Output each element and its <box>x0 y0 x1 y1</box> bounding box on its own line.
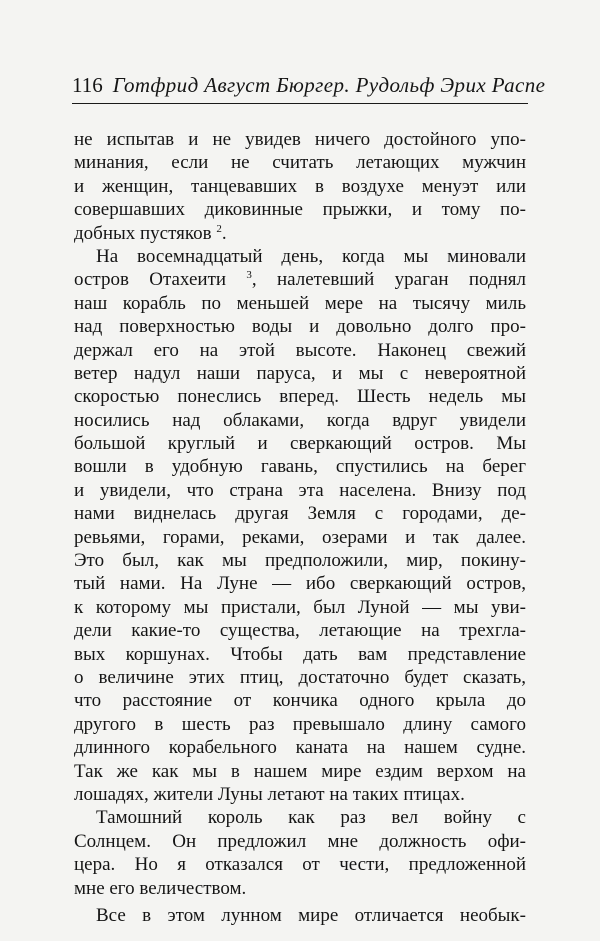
text-line: о величине этих птиц, достаточно будет сказать, <box>74 666 526 688</box>
text-line: мне его величеством. <box>74 877 247 899</box>
text-fragment: остров Отахеити <box>74 269 227 291</box>
running-head-title: Готфрид Август Бюргер. Рудольф Эрих Распе <box>112 73 546 97</box>
text-line: На восемнадцатый день, когда мы миновали <box>96 245 526 267</box>
text-fragment: добных пустяков <box>74 222 212 244</box>
page-number: 116 <box>72 73 103 97</box>
text-line: ветер надул наши паруса, и мы с невероятной <box>74 362 526 384</box>
text-line: Все в этом лунном мире отличается необык- <box>96 904 526 926</box>
text-line: ревьями, горами, реками, озерами и так далее. <box>74 526 526 548</box>
text-line: над поверхностью воды и довольно долго про- <box>74 316 526 338</box>
text-line: скоростью понеслись вперед. Шесть недель мы <box>74 386 526 408</box>
text-line <box>74 222 526 245</box>
text-line: не испытав и не увидев ничего достойного упо- <box>74 129 526 150</box>
text-line: вых коршунах. Чтобы дать вам представление <box>74 643 526 665</box>
text-line: другого в шесть раз превышало длину самого <box>74 713 526 735</box>
text-fragment: . <box>221 222 227 244</box>
text-line: держал его на этой высоте. Наконец свежий <box>74 339 526 361</box>
running-head <box>72 70 546 104</box>
paragraph <box>74 806 526 900</box>
text-line: Так же как мы в нашем мире ездим верхом на <box>74 760 526 782</box>
text-line: нами виднелась другая Земля с городами, де- <box>74 503 526 525</box>
text-line: цера. Но я отказался от чести, предложенной <box>74 854 526 876</box>
text-line: носились над облаками, когда вдруг увидели <box>74 409 526 431</box>
paragraph <box>74 128 526 245</box>
text-line: длинного корабельного каната на нашем судне. <box>74 737 526 759</box>
text-line <box>74 268 526 291</box>
footnote-marker: 3 <box>246 269 252 282</box>
text-line: минания, если не считать летающих мужчин <box>74 152 526 174</box>
text-line: и увидели, что страна эта населена. Внизу под <box>74 479 526 501</box>
text-line: большой круглый и сверкающий остров. Мы <box>74 433 526 455</box>
text-line: что расстояние от кончика одного крыла до <box>74 690 526 712</box>
text-line: лошадях, жители Луны летают на таких птицах. <box>74 783 465 805</box>
text-line: Тамошний король как раз вел войну с <box>96 807 526 829</box>
header-rule <box>72 103 528 104</box>
paragraph <box>74 904 526 927</box>
footnote-marker: 2 <box>216 222 222 235</box>
paragraph <box>74 245 526 806</box>
text-line: тый нами. На Луне — ибо сверкающий остров, <box>74 573 526 595</box>
text-line: и женщин, танцевавших в воздухе менуэт или <box>74 175 526 197</box>
text-line: дели какие-то существа, летающие на трехгла- <box>74 620 526 642</box>
text-line: Это был, как мы предположили, мир, покину- <box>74 550 526 572</box>
text-line: вошли в удобную гавань, спустились на берег <box>74 456 526 478</box>
text-line: совершавших диковинные прыжки, и тому по- <box>74 199 526 221</box>
body-text <box>74 128 526 927</box>
text-line: Солнцем. Он предложил мне должность офи- <box>74 830 526 852</box>
text-line: к которому мы пристали, был Луной — мы уви- <box>74 596 526 618</box>
text-line: наш корабль по меньшей мере на тысячу миль <box>74 292 526 314</box>
text-fragment: , налетевший ураган поднял <box>251 269 527 291</box>
